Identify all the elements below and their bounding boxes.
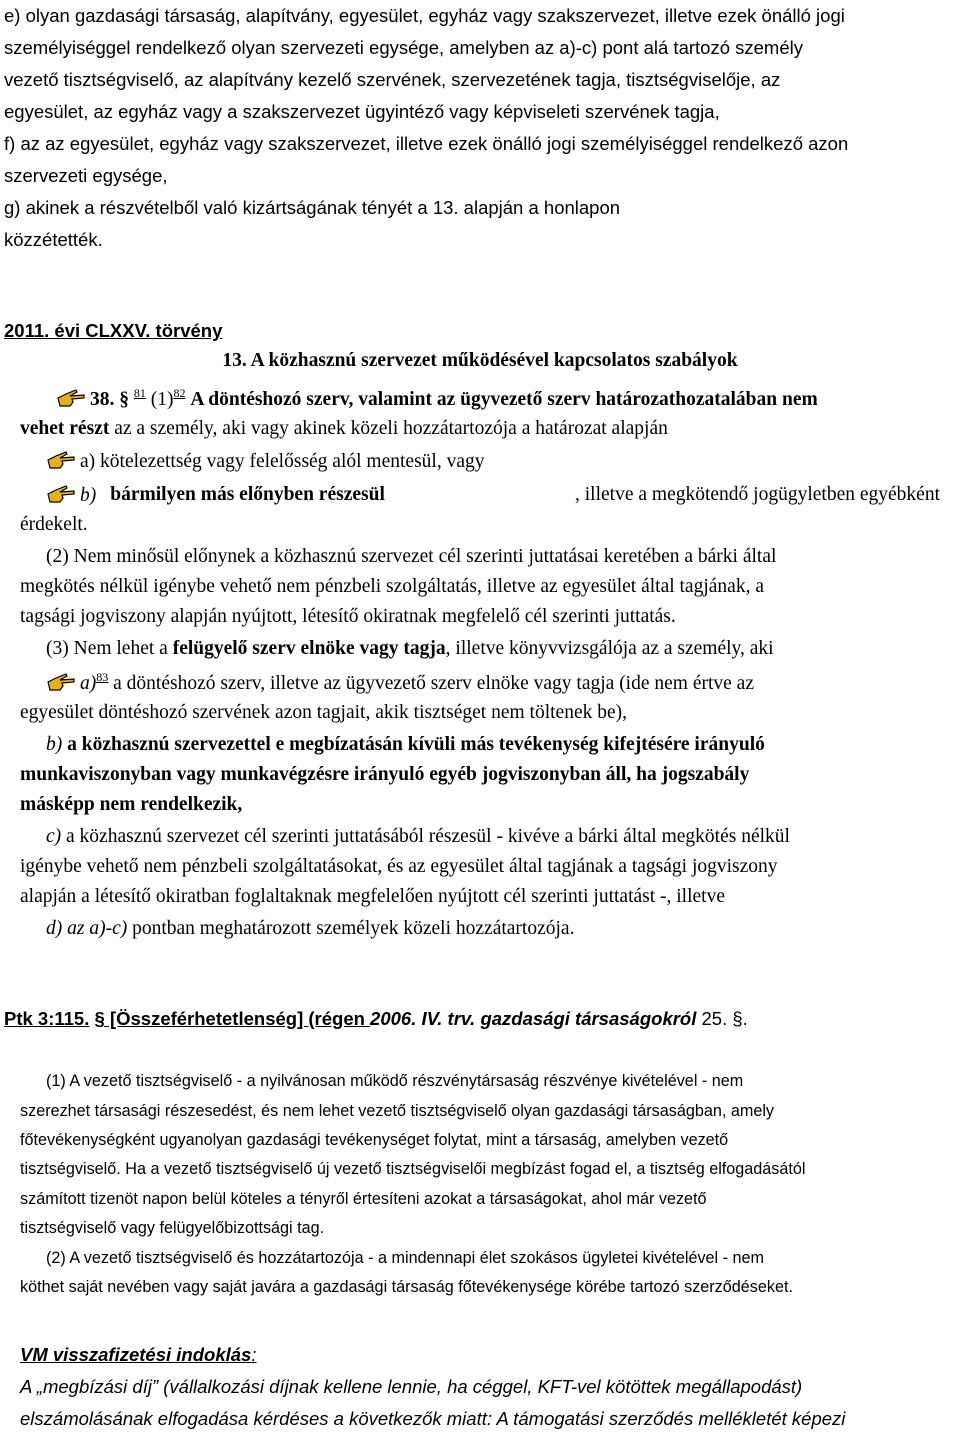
para-3-c-line3: alapján a létesítő okiratban foglaltaknak megfelelően nyújtott cél szerinti juttatást -, illetve bbox=[20, 886, 725, 907]
item-b-line2: érdekelt. bbox=[20, 514, 88, 535]
paragraph-38-line2: vehet részt az a személy, aki vagy akinek közeli hozzátartozója a határozat alapján bbox=[20, 418, 668, 439]
para-3-b: b) a közhasznú szervezettel e megbízatásán kívüli más tevékenység kifejtésére irányuló bbox=[46, 734, 765, 755]
ptk-p1-line: (1) A vezető tisztségviselő - a nyilvánosan működő részvénytársaság részvénye kivételével - nem bbox=[46, 1072, 744, 1090]
ptk-p2-line: (2) A vezető tisztségviselő és hozzátartozója - a mindennapi élet szokásos ügyletei kivételével - nem bbox=[46, 1249, 765, 1267]
text-line: vezető tisztségviselő, az alapítvány kezelő szervének, szervezetének tagja, tisztségviselője, az bbox=[4, 69, 781, 90]
text-line: személyiséggel rendelkező olyan szervezeti egysége, amelyben az a)-c) pont alá tartozó személy bbox=[4, 37, 803, 58]
law-title: 2011. évi CLXXV. törvény bbox=[4, 320, 223, 341]
ptk-p2-line: köthet saját nevében vagy saját javára a gazdasági társaság főtevékenysége körébe tartozó szerződéseket. bbox=[20, 1278, 793, 1296]
law-heading: 13. A közhasznú szervezet működésével kapcsolatos szabályok bbox=[222, 350, 738, 371]
text-line: szervezeti egysége, bbox=[4, 165, 168, 186]
vm-line: elszámolásának elfogadása kérdéses a következők miatt: A támogatási szerződés mellékletét képezi bbox=[20, 1408, 846, 1429]
pointing-hand-icon bbox=[46, 484, 78, 504]
vm-title: VM visszafizetési indoklás: bbox=[20, 1344, 257, 1365]
para-3-b-line2: munkaviszonyban vagy munkavégzésre irányuló egyéb jogviszonyban áll, ha jogszabály bbox=[20, 764, 750, 785]
para-3-line1: (3) Nem lehet a felügyelő szerv elnöke vagy tagja, illetve könyvvizsgálója az a személy, aki bbox=[46, 638, 774, 659]
ptk-p1-line: tisztségviselő vagy felügyelőbizottsági tag. bbox=[20, 1219, 325, 1237]
item-a: a) kötelezettség vagy felelősség alól mentesül, vagy bbox=[46, 450, 484, 473]
ptk-title: Ptk 3:115. § [Összeférhetetlenség] (régen 2006. IV. trv. gazdasági társaságokról 25. §. bbox=[4, 1008, 748, 1029]
para-3-c: c) a közhasznú szervezet cél szerinti juttatásából részesül - kivéve a bárki által megkötés nélkül bbox=[46, 826, 790, 847]
vm-line: A „megbízási díj” (vállalkozási díjnak kellene lennie, ha céggel, KFT-vel kötöttek megállapodást) bbox=[20, 1376, 803, 1397]
ptk-p1-line: számított tizenöt napon belül köteles a tényről értesíteni azokat a társaságokat, ahol már vezető bbox=[20, 1190, 707, 1208]
pointing-hand-icon bbox=[46, 672, 78, 692]
para-2-line1: (2) Nem minősül előnynek a közhasznú szervezet cél szerinti juttatásai keretében a bárki által bbox=[46, 546, 777, 567]
text-line: f) az az egyesület, egyház vagy szakszervezet, illetve ezek önálló jogi személyiséggel rendelkező azon bbox=[4, 133, 849, 154]
para-2-line3: tagsági jogviszony alapján nyújtott, létesítő okiratnak megfelelő cél szerinti juttatás. bbox=[20, 606, 676, 627]
text-line: e) olyan gazdasági társaság, alapítvány, egyesület, egyház vagy szakszervezet, illetve ezek önálló jogi bbox=[4, 5, 845, 26]
para-3-a-line2: egyesület döntéshozó szervének azon tagjait, akik tisztséget nem töltenek be), bbox=[20, 702, 627, 723]
para-3-d: d) az a)-c) pontban meghatározott személyek közeli hozzátartozója. bbox=[46, 918, 575, 939]
para-3-c-line2: igénybe vehető nem pénzbeli szolgáltatásokat, és az egyesület által tagjának a tagsági jogviszony bbox=[20, 856, 778, 877]
pointing-hand-icon bbox=[56, 388, 88, 408]
text-line: g) akinek a részvételből való kizártságának tényét a 13. alapján a honlapon bbox=[4, 197, 621, 218]
para-3-a: a)$^{83}$ a döntéshozó szerv, illetve az ügyvezető szerv elnöke vagy tagja (ide nem értve az bbox=[46, 670, 754, 695]
paragraph-38-line: 38. § $^{81}$ $(1)^{82}$ A döntéshozó szerv, valamint az ügyvezető szerv határozathozatalában nem bbox=[56, 386, 818, 411]
ptk-p1-line: tisztségviselő. Ha a vezető tisztségviselő új vezető tisztségviselői megbízást fogad el, a tisztség elfogadásától bbox=[20, 1160, 806, 1178]
text-line: közzétették. bbox=[4, 229, 103, 250]
pointing-hand-icon bbox=[46, 450, 78, 470]
ptk-p1-line: főtevékenységként ugyanolyan gazdasági tevékenységet folytat, mint a társaság, amelyben vezető bbox=[20, 1131, 729, 1149]
ptk-p1-line: szerezhet társasági részesedést, és nem lehet vezető tisztségviselő olyan gazdasági társaságban, amely bbox=[20, 1102, 775, 1120]
para-3-b-line3: másképp nem rendelkezik, bbox=[20, 794, 243, 815]
para-2-line2: megkötés nélkül igénybe vehető nem pénzbeli szolgáltatás, illetve az egyesület által tagjának, a bbox=[20, 576, 764, 597]
item-b: b) bármilyen más előnyben részesül , illetve a megkötendő jogügyletben egyébként bbox=[46, 484, 940, 507]
text-line: egyesület, az egyház vagy a szakszervezet ügyintéző vagy képviseleti szervének tagja, bbox=[4, 101, 720, 122]
